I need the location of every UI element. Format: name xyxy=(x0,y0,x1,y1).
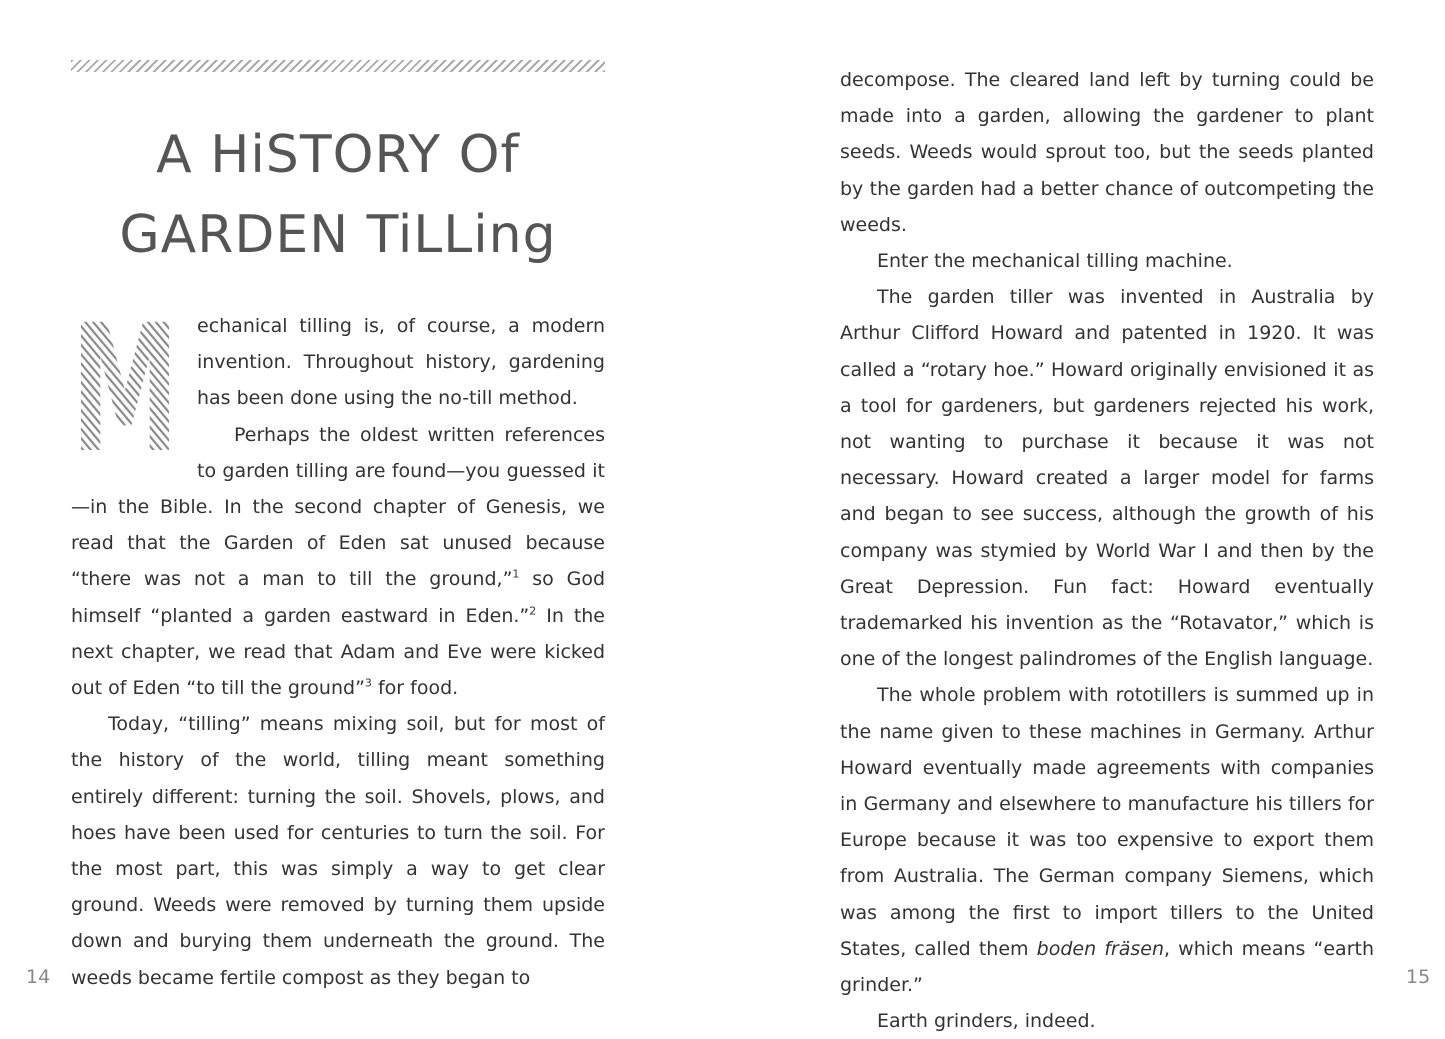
footnote-ref-3: 3 xyxy=(364,676,372,690)
page-number-right: 15 xyxy=(1406,966,1431,988)
decorative-hatched-rule xyxy=(71,60,605,72)
page-number-left: 14 xyxy=(26,966,51,988)
paragraph-enter: Enter the mechanical tilling machine. xyxy=(877,250,1233,273)
paragraph-1: echanical tilling is, of course, a modern invention. Throughout history, gardening has been done using the no-till method. xyxy=(197,315,605,410)
paragraph-germany: The whole problem with rototillers is summed up in the name given to these machines in Germany. Arthur Howard eventually made agreements with companies in Germany and elsewhere to manufacture his tillers for Europe because it was too expensive to export them from Australia. The German company Siemens, which was among the first to import tillers to the United States, called them boden fräsen, which means “earth grinder.” xyxy=(840,684,1375,997)
right-body-text xyxy=(840,62,1374,1039)
footnote-ref-1: 1 xyxy=(512,568,520,582)
left-body-text xyxy=(71,287,606,996)
drop-cap xyxy=(71,287,179,492)
left-page xyxy=(0,0,722,1012)
drop-cap-letter: M xyxy=(71,287,179,492)
paragraph-closing: Earth grinders, indeed. xyxy=(877,1010,1096,1033)
paragraph-2: Perhaps the oldest written references to garden tilling are found—you guessed it—in the Bible. In the second chapter of Genesis, we read that the Garden of Eden sat unused because “there was not a man to till the ground,”$^1$ so God himself “planted a garden eastward in Eden.”$^2$ In the next chapter, we read that Adam and Eve were kicked out of Eden “to till the ground”$^3$ for food. xyxy=(71,423,606,700)
paragraph-continued: decompose. The cleared land left by turning could be made into a garden, allowing the gardener to plant seeds. Weeds would sprout too, but the seeds planted by the garden had a better chance of outcompeting the weeds. xyxy=(840,69,1374,236)
paragraph-inventor: The garden tiller was invented in Australia by Arthur Clifford Howard and patented in 1920. It was called a “rotary hoe.” Howard originally envisioned it as a tool for gardeners, but gardeners rejected his work, not wanting to purchase it because it was not necessary. Howard created a larger model for farms and began to see success, although the growth of his company was stymied by World War I and then by the Great Depression. Fun fact: Howard eventually trademarked his invention as the “Rotavator,” which is one of the longest palindromes of the English language. xyxy=(840,286,1374,671)
italic-term: boden fräsen xyxy=(1036,937,1165,960)
chapter-title: A HiSTORY Of GARDEN TiLLing xyxy=(119,125,557,265)
footnote-ref-2: 2 xyxy=(529,604,537,618)
paragraph-3: Today, “tilling” means mixing soil, but for most of the history of the world, tilling meant something entirely different: turning the soil. Shovels, plows, and hoes have been used for centuries to turn the soil. For the most part, this was simply a way to get clear ground. Weeds were removed by turning them upside down and burying them underneath the ground. The weeds became fertile compost as they began to xyxy=(71,713,605,989)
